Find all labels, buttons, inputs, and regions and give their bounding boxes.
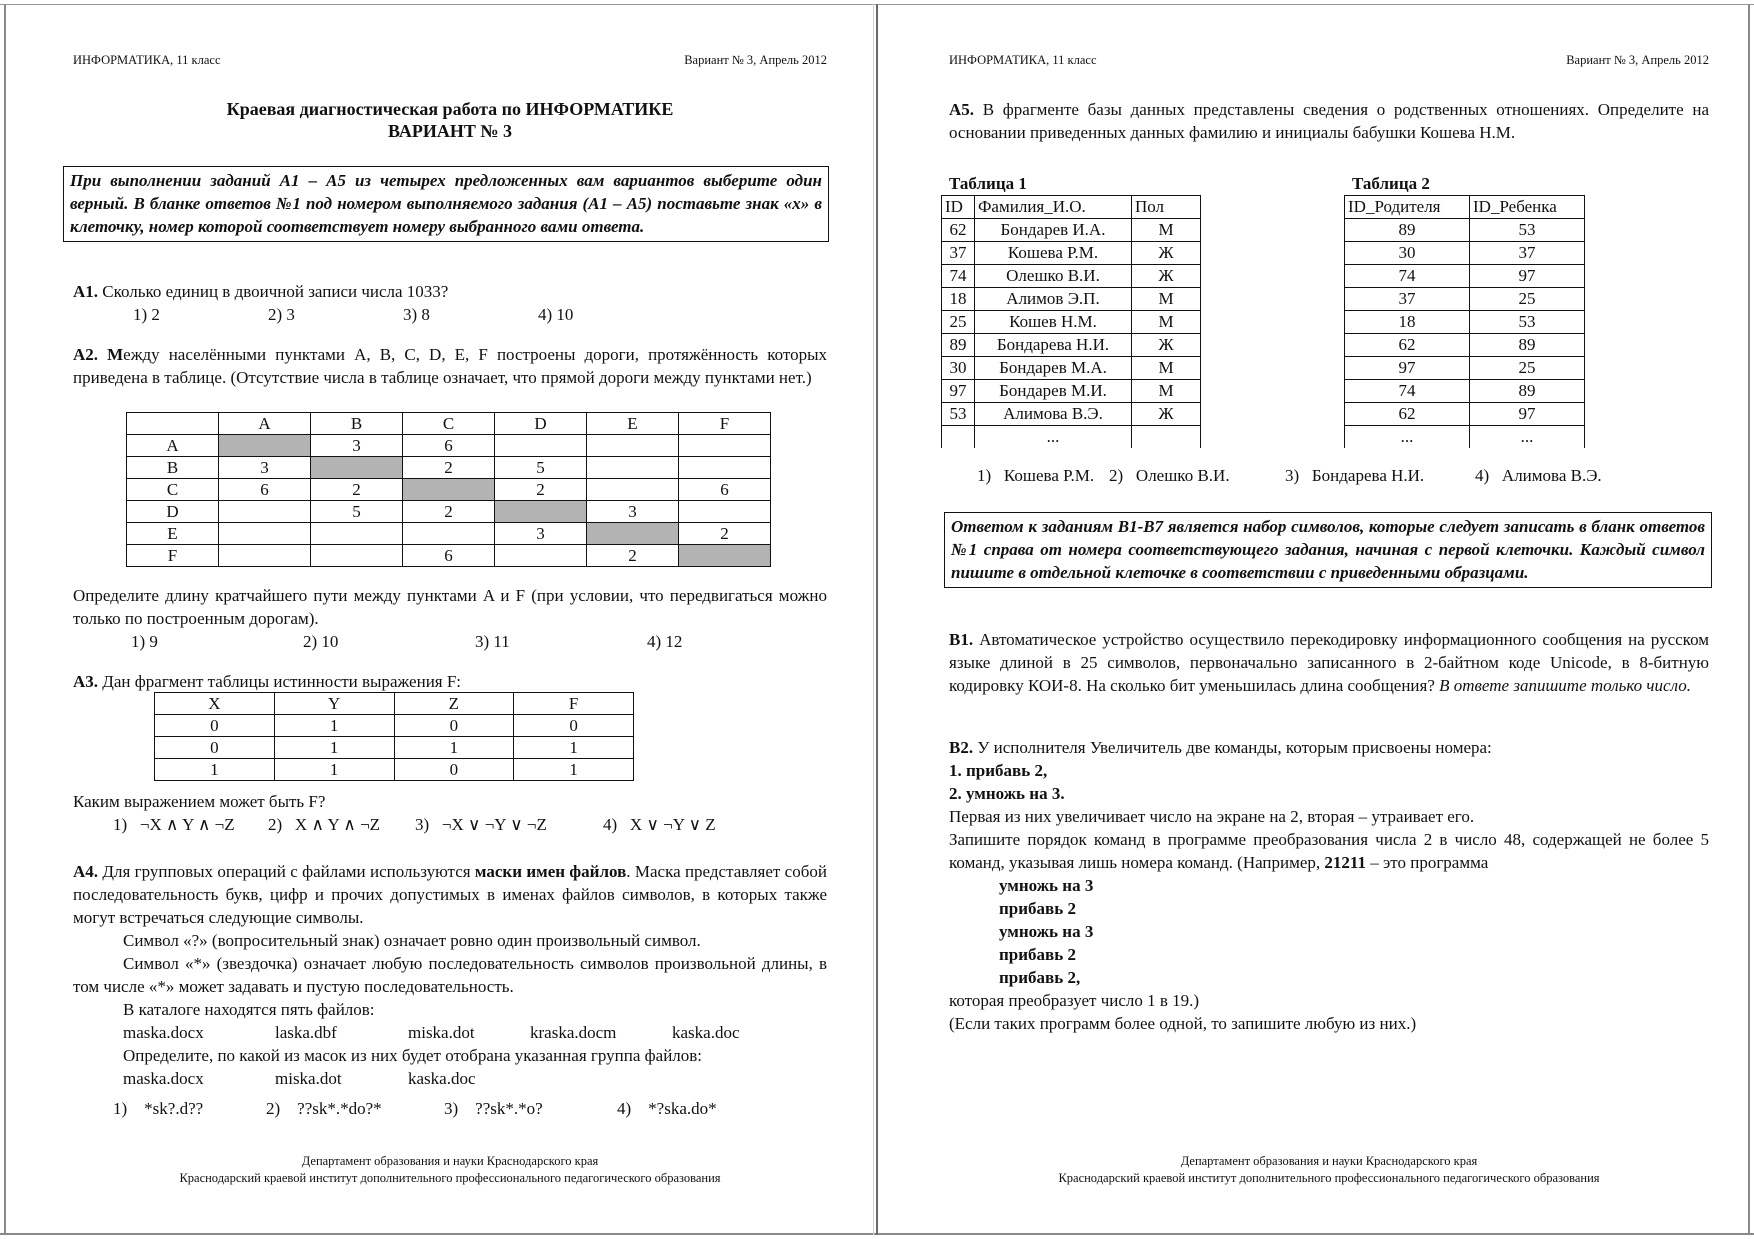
- a1-option-2[interactable]: 2) 3: [268, 305, 295, 324]
- file-name: kaska.doc: [408, 1069, 476, 1088]
- table-row: [942, 219, 1201, 242]
- a2-question: ежду населёнными пунктами A, B, C, D, E, F построены дороги, протяжённость которых приведена в таблице. (Отсутствие числа в таблице означает, что прямой дороги между пунктами нет.): [73, 345, 827, 387]
- table-cell: [219, 523, 311, 545]
- table-cell: 74: [1345, 265, 1470, 288]
- table-cell: 0: [394, 759, 514, 781]
- footer-line-2: Краснодарский краевой институт дополнительного профессионального педагогического образования: [179, 1171, 721, 1185]
- a3-truth-table: [154, 692, 634, 781]
- table-cell: Z: [394, 693, 514, 715]
- a2-followup-text: Определите длину кратчайшего пути между пунктами A и F (при условии, что передвигаться можно только по построенным дорогам).: [73, 586, 827, 628]
- a5-label: А5.: [949, 100, 975, 119]
- a1-option-3[interactable]: 3) 8: [403, 305, 430, 324]
- table-cell: 1: [274, 759, 394, 781]
- table-cell: 0: [514, 715, 634, 737]
- diagonal-cell: [678, 545, 770, 567]
- table-cell: 25: [1470, 288, 1585, 311]
- a4-options: [73, 1097, 827, 1120]
- table-row: [155, 737, 634, 759]
- a4-select-prompt: Определите, по какой из масок из них будет отобрана указанная группа файлов:: [123, 1046, 703, 1065]
- table-cell: A: [219, 413, 311, 435]
- table-cell: 97: [942, 380, 975, 403]
- table-cell: 2: [403, 501, 495, 523]
- table-cell: [127, 413, 219, 435]
- table-cell: Ж: [1132, 265, 1201, 288]
- b2-example-code: 21211: [1324, 853, 1366, 872]
- header-variant: Вариант № 3, Апрель 2012: [684, 53, 827, 67]
- table-cell: [678, 457, 770, 479]
- file-name: maska.docx: [123, 1069, 204, 1088]
- table-cell: 1: [155, 759, 275, 781]
- table-cell: М: [1132, 380, 1201, 403]
- question-b1: [949, 628, 1709, 697]
- a4-option-3[interactable]: 3) ??sk*.*o?: [444, 1099, 543, 1118]
- table-cell: М: [1132, 288, 1201, 311]
- a2-distance-table: [126, 412, 771, 567]
- title-line-1: Краевая диагностическая работа по ИНФОРМАТИКЕ: [226, 99, 674, 119]
- a3-option-4[interactable]: 4) X ∨ ¬Y ∨ Z: [603, 815, 716, 834]
- a4-option-2[interactable]: 2) ??sk*.*do?*: [266, 1099, 382, 1118]
- table-cell: 0: [155, 715, 275, 737]
- a4-option-4[interactable]: 4) *?ska.do*: [617, 1099, 717, 1118]
- table-cell: 97: [1470, 403, 1585, 426]
- title-line-2: ВАРИАНТ № 3: [388, 121, 512, 141]
- a1-option-4[interactable]: 4) 10: [538, 305, 574, 324]
- question-a1: [73, 280, 827, 326]
- table-cell: F: [678, 413, 770, 435]
- table-header-cell: Фамилия_И.О.: [975, 196, 1132, 219]
- table-cell: М: [1132, 311, 1201, 334]
- file-name: miska.dot: [275, 1069, 342, 1088]
- table-cell: 6: [403, 435, 495, 457]
- row-label: F: [127, 545, 219, 567]
- header-subject: ИНФОРМАТИКА, 11 класс: [949, 53, 1097, 67]
- table-cell: 1: [514, 759, 634, 781]
- diagonal-cell: [403, 479, 495, 501]
- table-cell: 37: [1345, 288, 1470, 311]
- table-header-row: [127, 413, 771, 435]
- table-cell: [587, 457, 679, 479]
- a3-option-3[interactable]: 3) ¬X ∨ ¬Y ∨ ¬Z: [415, 815, 547, 834]
- b2-description: Первая из них увеличивает число на экране на 2, вторая – утраивает его.: [949, 807, 1475, 826]
- a4-rule-question-mark: Символ «?» (вопросительный знак) означает ровно один произвольный символ.: [123, 931, 701, 950]
- instructions-box-a: При выполнении заданий А1 – А5 из четырех предложенных вам вариантов выберите один верный. В бланке ответов №1 под номером выполняемого задания (А1 – А5) поставьте знак «х» в клеточку, номер которой соответствует номеру выбранного вами ответа.: [63, 166, 829, 242]
- a2-option-4[interactable]: 4) 12: [647, 632, 683, 651]
- table-row: [942, 288, 1201, 311]
- table-cell: B: [311, 413, 403, 435]
- footer-line-1: Департамент образования и науки Краснодарского края: [301, 1154, 599, 1168]
- a2-option-2[interactable]: 2) 10: [303, 632, 339, 651]
- a2-followup: [73, 584, 827, 653]
- program-step: умножь на 3: [999, 876, 1094, 895]
- table-row: [1345, 334, 1585, 357]
- table-row: [1345, 265, 1585, 288]
- table-cell: 3: [219, 457, 311, 479]
- table-cell: Ж: [1132, 334, 1201, 357]
- a1-option-1[interactable]: 1) 2: [133, 305, 160, 324]
- program-step: прибавь 2: [999, 899, 1076, 918]
- question-a5: [949, 98, 1709, 144]
- a1-label: А1.: [73, 282, 99, 301]
- a1-question: Сколько единиц в двоичной записи числа 1033?: [98, 282, 449, 301]
- table-row: [1345, 403, 1585, 426]
- table-row: [127, 457, 771, 479]
- a4-rule-asterisk: Символ «*» (звездочка) означает любую последовательность символов произвольной длины, в том числе «*» может задавать и пустую последовательность.: [73, 954, 827, 996]
- table-cell: 25: [942, 311, 975, 334]
- page-gutter: [873, 4, 874, 1235]
- b2-example-program: [949, 874, 1709, 989]
- page-footer-right: [949, 1153, 1709, 1187]
- table-cell: 2: [678, 523, 770, 545]
- table-cell: 53: [1470, 219, 1585, 242]
- a4-intro: Для групповых операций с файлами используются: [98, 862, 475, 881]
- footer-line-2: Краснодарский краевой институт дополнительного профессионального педагогического образования: [1058, 1171, 1600, 1185]
- table-row: [127, 435, 771, 457]
- b1-instruction: В ответе запишите только число.: [1439, 676, 1691, 695]
- b2-command-2: 2. умножь на 3.: [949, 784, 1065, 803]
- b2-intro: У исполнителя Увеличитель две команды, которым присвоены номера:: [973, 738, 1492, 757]
- table-row: [1345, 219, 1585, 242]
- table-cell: Кошев Н.М.: [975, 311, 1132, 334]
- table-row: [1345, 357, 1585, 380]
- a2-option-1[interactable]: 1) 9: [131, 632, 158, 651]
- table-cell: [678, 435, 770, 457]
- table-row: [942, 334, 1201, 357]
- row-label: C: [127, 479, 219, 501]
- program-step: умножь на 3: [999, 922, 1094, 941]
- a5-option-2[interactable]: 2) Олешко В.И.: [1109, 466, 1230, 485]
- table-cell: [311, 523, 403, 545]
- table-header-cell: ID_Родителя: [1345, 196, 1470, 219]
- people-table: [941, 195, 1201, 448]
- table-cell: 5: [495, 457, 587, 479]
- a4-selected-files: [73, 1067, 827, 1090]
- diagonal-cell: [495, 501, 587, 523]
- instructions-box-b: Ответом к заданиям В1-В7 является набор символов, которые следует записать в бланк ответов №1 справа от номера соответствующего задания, начиная с первой клеточки. Каждый символ пишите в отдельной клеточке в соответствии с приведенными образцами.: [944, 512, 1712, 588]
- table-cell: [219, 501, 311, 523]
- table-header-row: [942, 196, 1201, 219]
- a2-options: [73, 630, 827, 653]
- question-b2: [949, 736, 1709, 1035]
- b2-task-rest: – это программа: [1365, 853, 1489, 872]
- table-cell: 5: [311, 501, 403, 523]
- a3-followup-text: Каким выражением может быть F?: [73, 792, 326, 811]
- file-name: laska.dbf: [275, 1023, 337, 1042]
- table-row: [127, 523, 771, 545]
- a2-label: А2.: [73, 345, 108, 364]
- a5-option-1[interactable]: 1) Кошева Р.М.: [977, 466, 1095, 485]
- a4-intro-rest: . Маска представляет собой последовательность букв, цифр и прочих допустимых в именах файлов символов, в которых также могут встречаться следующие символы.: [73, 862, 827, 927]
- table-cell: 30: [1345, 242, 1470, 265]
- diagonal-cell: [219, 435, 311, 457]
- table-cell: [587, 479, 679, 501]
- table-cell: 1: [274, 737, 394, 759]
- table-cell: 74: [1345, 380, 1470, 403]
- table-cell: 37: [1470, 242, 1585, 265]
- table-cell: [1132, 426, 1201, 449]
- row-label: A: [127, 435, 219, 457]
- table1-caption: Таблица 1: [949, 174, 1027, 193]
- table-cell: 2: [311, 479, 403, 501]
- right-page: [945, 0, 1709, 1239]
- table-cell: ...: [975, 426, 1132, 449]
- table-cell: [495, 435, 587, 457]
- a3-option-2[interactable]: 2) X ∧ Y ∧ ¬Z: [268, 815, 381, 834]
- table-row: [127, 479, 771, 501]
- header-variant: Вариант № 3, Апрель 2012: [1566, 53, 1709, 67]
- a4-label: А4.: [73, 862, 99, 881]
- table-cell: Y: [274, 693, 394, 715]
- table-cell: 37: [942, 242, 975, 265]
- table-row: [942, 242, 1201, 265]
- table-row: [1345, 311, 1585, 334]
- left-page: [70, 0, 827, 1239]
- table-cell: F: [514, 693, 634, 715]
- b2-note: (Если таких программ более одной, то запишите любую из них.): [949, 1014, 1417, 1033]
- table-row: [942, 403, 1201, 426]
- table-cell: 97: [1345, 357, 1470, 380]
- table-cell: ...: [1470, 426, 1585, 449]
- table-cell: 0: [155, 737, 275, 759]
- b2-command-1: 1. прибавь 2,: [949, 761, 1048, 780]
- table-cell: 30: [942, 357, 975, 380]
- file-name: kaska.doc: [672, 1023, 740, 1042]
- row-label: B: [127, 457, 219, 479]
- row-label: D: [127, 501, 219, 523]
- table-cell: [587, 435, 679, 457]
- table-cell: Ж: [1132, 403, 1201, 426]
- table-cell: 3: [311, 435, 403, 457]
- table-cell: Алимов Э.П.: [975, 288, 1132, 311]
- table-cell: 18: [1345, 311, 1470, 334]
- question-a2: [73, 343, 827, 389]
- a2-bold-letter: М: [107, 345, 124, 364]
- table-cell: [678, 501, 770, 523]
- table-cell: D: [495, 413, 587, 435]
- b2-task: Запишите порядок команд в программе преобразования числа 2 в число 48, содержащей не более 5 команд, указывая лишь номера команд. (Например,: [949, 830, 1709, 872]
- table-row: [155, 715, 634, 737]
- a3-followup: [73, 790, 827, 836]
- table2-caption: Таблица 2: [1352, 174, 1430, 193]
- a4-option-1[interactable]: 1) *sk?.d??: [113, 1099, 204, 1118]
- table-cell: [311, 545, 403, 567]
- table-cell: [403, 523, 495, 545]
- table-cell: E: [587, 413, 679, 435]
- table-cell: 97: [1470, 265, 1585, 288]
- question-a4: [73, 860, 827, 1120]
- table-header-cell: ID: [942, 196, 975, 219]
- table-row: [942, 265, 1201, 288]
- table-cell: 1: [514, 737, 634, 759]
- table-row: [1345, 242, 1585, 265]
- table-cell: [495, 545, 587, 567]
- table-cell: Бондарева Н.И.: [975, 334, 1132, 357]
- a3-option-1[interactable]: 1) ¬X ∧ Y ∧ ¬Z: [113, 815, 235, 834]
- table-cell: 62: [1345, 334, 1470, 357]
- table-cell: 1: [394, 737, 514, 759]
- table-cell: 2: [403, 457, 495, 479]
- footer-line-1: Департамент образования и науки Краснодарского края: [1180, 1154, 1478, 1168]
- b2-label: В2.: [949, 738, 974, 757]
- table-row: [1345, 288, 1585, 311]
- table-cell: 89: [1470, 334, 1585, 357]
- table-cell: 89: [1345, 219, 1470, 242]
- table-cell: C: [403, 413, 495, 435]
- table-header-cell: ID_Ребенка: [1470, 196, 1585, 219]
- table-cell: 3: [495, 523, 587, 545]
- table-cell: X: [155, 693, 275, 715]
- table-header-row: [155, 693, 634, 715]
- a4-intro-bold: маски имен файлов: [474, 862, 627, 881]
- table-cell: 6: [219, 479, 311, 501]
- table-row: [127, 545, 771, 567]
- table-cell: 74: [942, 265, 975, 288]
- table-cell: [219, 545, 311, 567]
- table-header-row: [1345, 196, 1585, 219]
- table-cell: 25: [1470, 357, 1585, 380]
- b1-label: В1.: [949, 630, 974, 649]
- b1-question: Автоматическое устройство осуществило перекодировку информационного сообщения на русском языке длиной в 25 символов, первоначально записанного в 2-байтном коде Unicode, в 8-битную кодировку КОИ-8. На сколько бит уменьшилась длина сообщения?: [949, 630, 1709, 695]
- a5-option-3[interactable]: 3) Бондарева Н.И.: [1285, 466, 1425, 485]
- diagonal-cell: [311, 457, 403, 479]
- file-name: miska.dot: [408, 1023, 475, 1042]
- row-label: E: [127, 523, 219, 545]
- a4-file-list: [73, 1021, 827, 1044]
- page-divider: [876, 4, 878, 1235]
- table-row: [942, 357, 1201, 380]
- page-footer-left: [73, 1153, 827, 1187]
- table-cell: 89: [1470, 380, 1585, 403]
- table-cell: М: [1132, 219, 1201, 242]
- table-cell: 6: [403, 545, 495, 567]
- a3-options: [73, 813, 827, 836]
- table-row: [1345, 380, 1585, 403]
- table-cell: 6: [678, 479, 770, 501]
- table-cell: Олешко В.И.: [975, 265, 1132, 288]
- table-cell: Кошева Р.М.: [975, 242, 1132, 265]
- question-a3: [73, 670, 827, 693]
- program-step: прибавь 2,: [999, 968, 1081, 987]
- table-row: [1345, 426, 1585, 449]
- table-cell: 0: [394, 715, 514, 737]
- page-title: [73, 98, 827, 142]
- table-cell: Бондарев М.А.: [975, 357, 1132, 380]
- table-cell: М: [1132, 357, 1201, 380]
- relations-table: [1344, 195, 1585, 448]
- table-cell: 62: [1345, 403, 1470, 426]
- header-subject: ИНФОРМАТИКА, 11 класс: [73, 53, 221, 67]
- table-row: [942, 311, 1201, 334]
- table-cell: 2: [587, 545, 679, 567]
- file-name: kraska.docm: [530, 1023, 617, 1042]
- table-cell: Бондарев М.И.: [975, 380, 1132, 403]
- table-cell: 62: [942, 219, 975, 242]
- table-cell: 18: [942, 288, 975, 311]
- table-cell: 3: [587, 501, 679, 523]
- table-cell: Ж: [1132, 242, 1201, 265]
- table-cell: [942, 426, 975, 449]
- table-cell: 53: [1470, 311, 1585, 334]
- table-cell: Алимова В.Э.: [975, 403, 1132, 426]
- table-header-cell: Пол: [1132, 196, 1201, 219]
- table-row: [942, 380, 1201, 403]
- frame-right-border: [1748, 4, 1750, 1235]
- a2-option-3[interactable]: 3) 11: [475, 632, 510, 651]
- table-row: [155, 759, 634, 781]
- diagonal-cell: [587, 523, 679, 545]
- table-row: [127, 501, 771, 523]
- frame-left-border: [4, 4, 6, 1235]
- table-cell: 89: [942, 334, 975, 357]
- file-name: maska.docx: [123, 1023, 204, 1042]
- a5-question: В фрагменте базы данных представлены сведения о родственных отношениях. Определите на основании приведенных данных фамилию и инициалы бабушки Кошева Н.М.: [949, 100, 1709, 142]
- table-cell: ...: [1345, 426, 1470, 449]
- table-row: [942, 426, 1201, 449]
- a4-catalog-intro: В каталоге находятся пять файлов:: [123, 1000, 375, 1019]
- table-cell: 1: [274, 715, 394, 737]
- a3-label: А3.: [73, 672, 99, 691]
- a3-question: Дан фрагмент таблицы истинности выражения F:: [98, 672, 462, 691]
- b2-example-result: которая преобразует число 1 в 19.): [949, 991, 1200, 1010]
- table-cell: 53: [942, 403, 975, 426]
- table-cell: Бондарев И.А.: [975, 219, 1132, 242]
- a1-options: [73, 303, 827, 326]
- table-cell: 2: [495, 479, 587, 501]
- a5-option-4[interactable]: 4) Алимова В.Э.: [1475, 466, 1602, 485]
- a5-options: [949, 464, 1737, 487]
- program-step: прибавь 2: [999, 945, 1076, 964]
